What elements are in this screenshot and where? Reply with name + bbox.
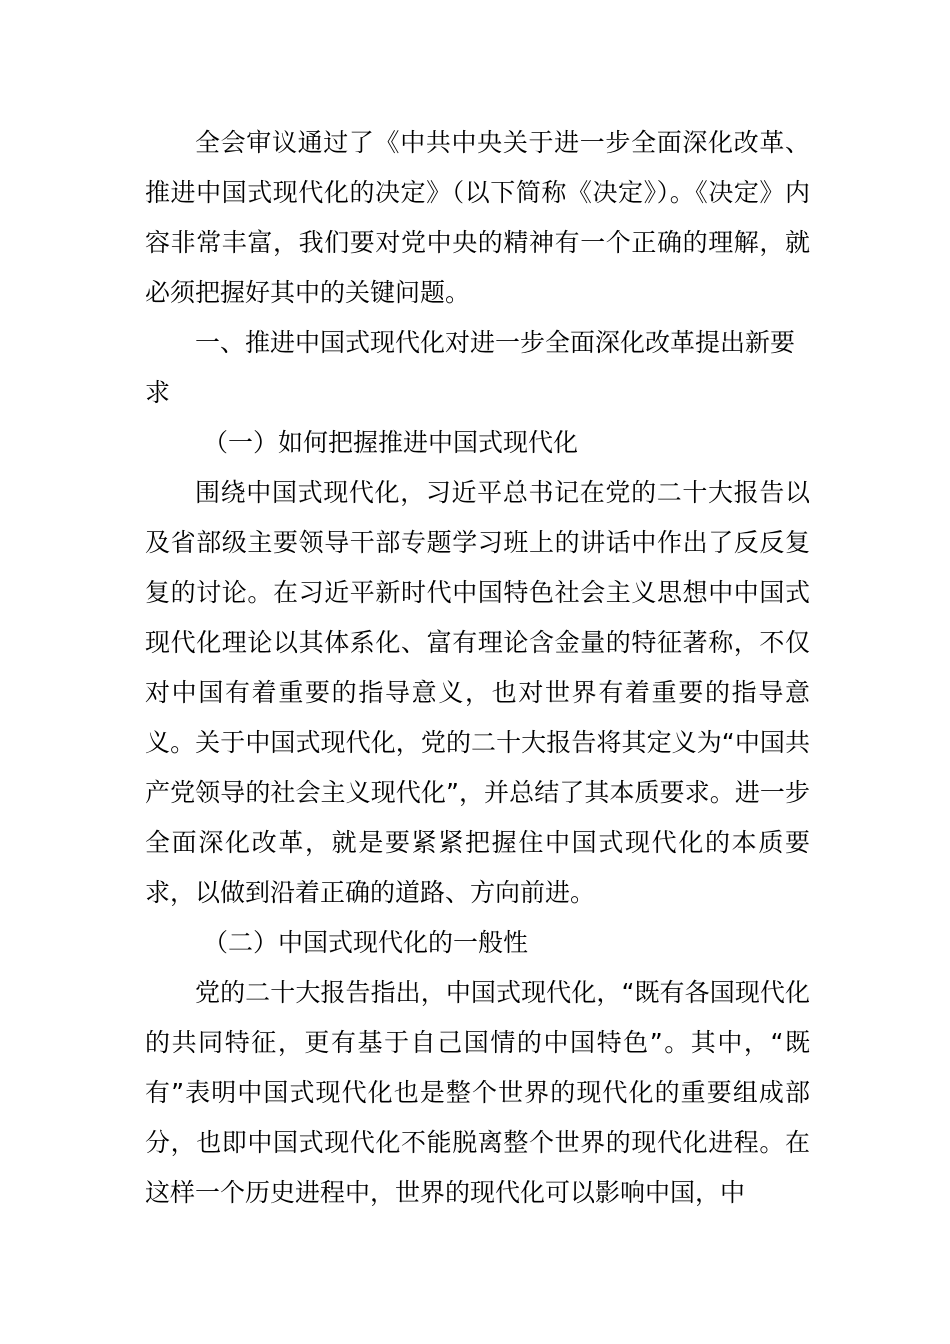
paragraph-modernization: 围绕中国式现代化，习近平总书记在党的二十大报告以及省部级主要领导干部专题学习班上的讲话中作出了反反复复的讨论。在习近平新时代中国特色社会主义思想中中国式现代化理论以其体系化、富有理论含金量的特征著称，不仅对中国有着重要的指导意义，也对世界有着重要的指导意义。关于中国式现代化，党的二十大报告将其定义为“中国共产党领导的社会主义现代化”，并总结了其本质要求。进一步全面深化改革，就是要紧紧把握住中国式现代化的本质要求，以做到沿着正确的道路、方向前进。 — [145, 478, 810, 907]
paragraph-intro: 全会审议通过了《中共中央关于进一步全面深化改革、推进中国式现代化的决定》（以下简称《决定》）。《决定》内容非常丰富，我们要对党中央的精神有一个正确的理解，就必须把握好其中的关键问题。 — [145, 128, 810, 307]
section-heading-1: 一、推进中国式现代化对进一步全面深化改革提出新要求 — [145, 328, 796, 407]
subsection-heading-2: （二）中国式现代化的一般性 — [203, 928, 529, 957]
document-body — [145, 118, 810, 1218]
paragraph-generality: 党的二十大报告指出，中国式现代化，“既有各国现代化的共同特征，更有基于自己国情的中国特色”。其中，“既有”表明中国式现代化也是整个世界的现代化的重要组成部分，也即中国式现代化不能脱离整个世界的现代化进程。在这样一个历史进程中，世界的现代化可以影响中国，中 — [145, 978, 810, 1207]
subsection-heading-1: （一）如何把握推进中国式现代化 — [203, 428, 579, 457]
